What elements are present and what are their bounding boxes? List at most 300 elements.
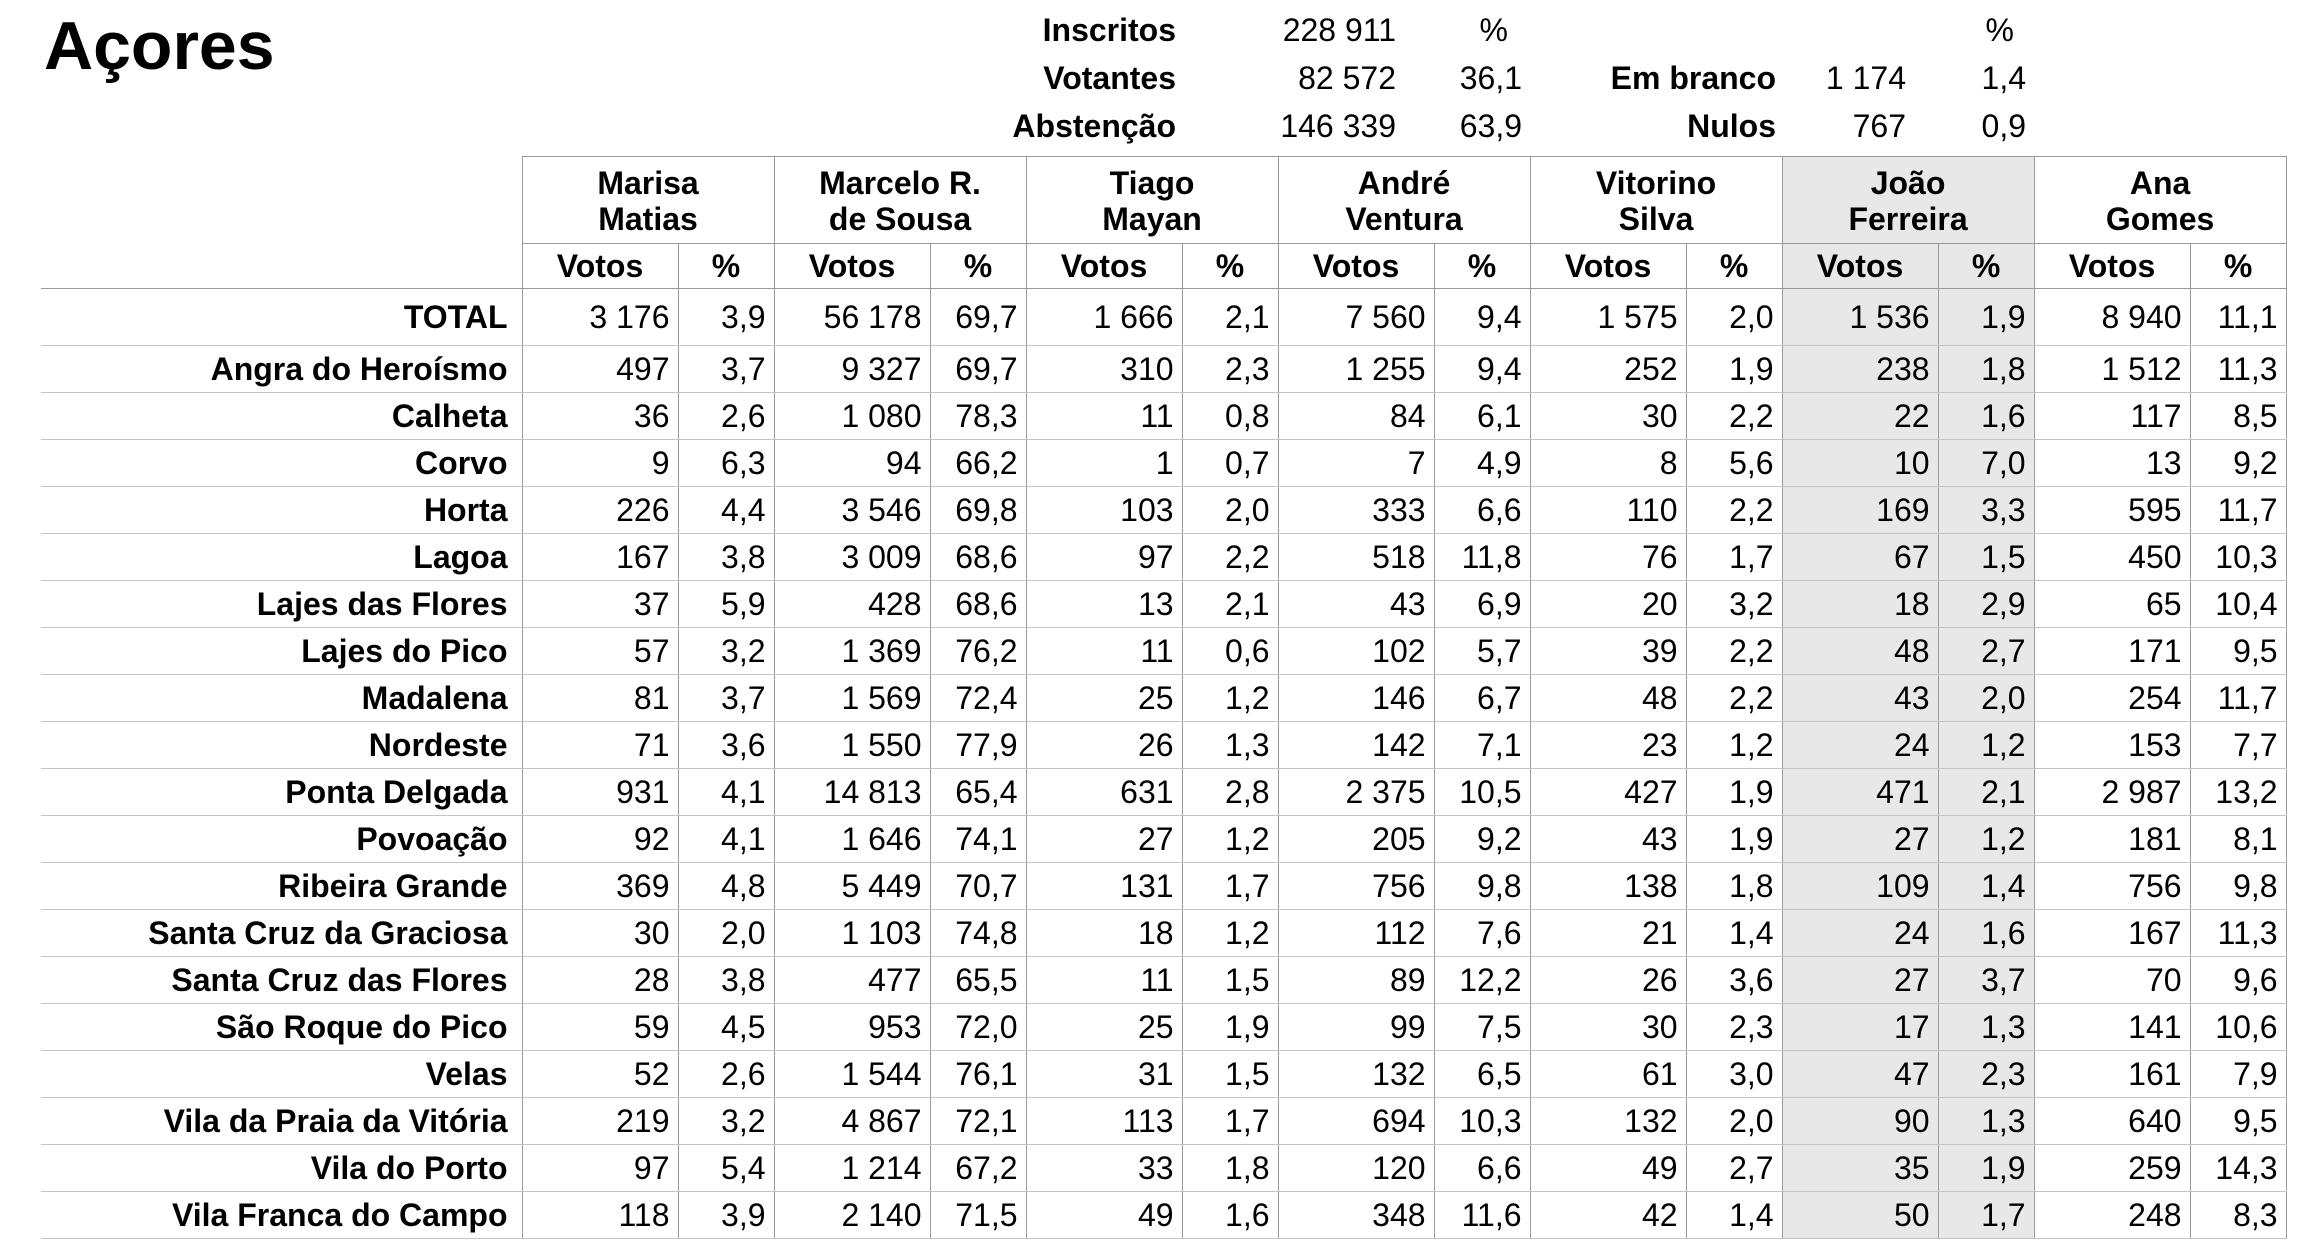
votes-cell: 18 (1026, 910, 1182, 957)
pct-cell: 9,5 (2190, 628, 2286, 675)
votes-cell: 2 140 (774, 1192, 930, 1239)
votes-cell: 43 (1530, 816, 1686, 863)
votes-cell: 11 (1026, 628, 1182, 675)
votes-cell: 132 (1278, 1051, 1434, 1098)
pct-cell: 11,3 (2190, 346, 2286, 393)
pct-cell: 12,2 (1434, 957, 1530, 1004)
pct-cell: 6,1 (1434, 393, 1530, 440)
pct-cell: 2,7 (1686, 1145, 1782, 1192)
abstencao-pct: 63,9 (1459, 108, 1522, 144)
municipality-name: Madalena (41, 675, 522, 722)
votes-cell: 103 (1026, 487, 1182, 534)
pct-cell: 5,4 (678, 1145, 774, 1192)
votes-cell: 67 (1782, 534, 1938, 581)
pct-cell: 2,2 (1686, 487, 1782, 534)
candidate-name-line2: Matias (598, 201, 698, 237)
pct-cell: 7,5 (1434, 1004, 1530, 1051)
inscritos-value: 228 911 (1282, 12, 1396, 48)
votes-cell: 1 512 (2034, 346, 2190, 393)
votes-cell: 1 550 (774, 722, 930, 769)
pct-cell: 9,8 (2190, 863, 2286, 910)
votes-subheader: Votos (2034, 244, 2190, 289)
table-row (41, 393, 2286, 440)
em-branco-value: 1 174 (1825, 60, 1906, 96)
results-body (41, 289, 2286, 1239)
pct-cell: 7,7 (2190, 722, 2286, 769)
pct-cell: 2,7 (1938, 628, 2034, 675)
pct-cell: 2,1 (1938, 769, 2034, 816)
table-row (41, 863, 2286, 910)
table-row (41, 440, 2286, 487)
pct-cell: 1,8 (1182, 1145, 1278, 1192)
pct-cell: 3,8 (678, 957, 774, 1004)
pct-cell: 1,4 (1686, 910, 1782, 957)
pct-cell: 11,3 (2190, 910, 2286, 957)
votes-cell: 23 (1530, 722, 1686, 769)
votantes-pct: 36,1 (1459, 60, 1522, 96)
votes-cell: 92 (522, 816, 678, 863)
pct-cell: 1,2 (1182, 910, 1278, 957)
table-row (41, 910, 2286, 957)
votes-cell: 931 (522, 769, 678, 816)
candidate-name-line2: Silva (1618, 201, 1694, 237)
votes-cell: 113 (1026, 1098, 1182, 1145)
pct-subheader: % (930, 244, 1026, 289)
pct-cell: 3,7 (678, 675, 774, 722)
votes-cell: 24 (1782, 910, 1938, 957)
pct-cell: 1,8 (1686, 863, 1782, 910)
pct-subheader: % (1938, 244, 2034, 289)
votes-cell: 17 (1782, 1004, 1938, 1051)
votes-cell: 7 (1278, 440, 1434, 487)
pct-cell: 76,2 (930, 628, 1026, 675)
votes-cell: 171 (2034, 628, 2190, 675)
pct-cell: 8,5 (2190, 393, 2286, 440)
pct-cell: 6,7 (1434, 675, 1530, 722)
votes-cell: 10 (1782, 440, 1938, 487)
votes-cell: 1 536 (1782, 289, 1938, 346)
votes-cell: 953 (774, 1004, 930, 1051)
votes-cell: 1 214 (774, 1145, 930, 1192)
pct-cell: 2,1 (1182, 289, 1278, 346)
municipality-name: Lajes das Flores (41, 581, 522, 628)
municipality-name: Ponta Delgada (41, 769, 522, 816)
table-row (41, 1051, 2286, 1098)
table-row (41, 534, 2286, 581)
pct-cell: 1,3 (1938, 1098, 2034, 1145)
pct-cell: 9,8 (1434, 863, 1530, 910)
subheader-blank (41, 244, 522, 289)
pct-cell: 3,8 (678, 534, 774, 581)
votes-cell: 11 (1026, 957, 1182, 1004)
nulos-pct: 0,9 (1981, 108, 2026, 144)
pct-cell: 68,6 (930, 534, 1026, 581)
pct-cell: 11,7 (2190, 675, 2286, 722)
candidate-name-line1: Ana (2129, 165, 2191, 201)
votes-cell: 28 (522, 957, 678, 1004)
table-row (41, 628, 2286, 675)
pct-cell: 2,3 (1182, 346, 1278, 393)
votes-cell: 1 103 (774, 910, 930, 957)
pct-cell: 11,1 (2190, 289, 2286, 346)
votes-cell: 169 (1782, 487, 1938, 534)
pct-cell: 7,0 (1938, 440, 2034, 487)
votes-cell: 205 (1278, 816, 1434, 863)
votes-cell: 97 (522, 1145, 678, 1192)
votes-cell: 640 (2034, 1098, 2190, 1145)
pct-cell: 2,0 (1686, 1098, 1782, 1145)
votes-cell: 27 (1782, 816, 1938, 863)
votes-cell: 90 (1782, 1098, 1938, 1145)
pct-cell: 2,2 (1686, 393, 1782, 440)
pct-subheader: % (678, 244, 774, 289)
votes-cell: 226 (522, 487, 678, 534)
pct-cell: 1,7 (1182, 863, 1278, 910)
pct-cell: 1,2 (1938, 816, 2034, 863)
candidate-name-line2: Ferreira (1848, 201, 1968, 237)
votes-cell: 348 (1278, 1192, 1434, 1239)
pct-cell: 6,9 (1434, 581, 1530, 628)
pct-cell: 4,4 (678, 487, 774, 534)
pct-cell: 2,0 (678, 910, 774, 957)
municipality-name: Velas (41, 1051, 522, 1098)
pct-cell: 3,2 (678, 628, 774, 675)
pct-subheader: % (1182, 244, 1278, 289)
votes-cell: 161 (2034, 1051, 2190, 1098)
pct-cell: 0,7 (1182, 440, 1278, 487)
votes-cell: 497 (522, 346, 678, 393)
votantes-label: Votantes (1043, 60, 1176, 96)
votes-cell: 30 (1530, 393, 1686, 440)
table-row (41, 675, 2286, 722)
pct-cell: 0,8 (1182, 393, 1278, 440)
region-title: Açores (44, 8, 275, 84)
votes-cell: 8 940 (2034, 289, 2190, 346)
pct-cell: 1,5 (1938, 534, 2034, 581)
candidate-name-line2: de Sousa (828, 201, 972, 237)
table-row (41, 816, 2286, 863)
votes-cell: 595 (2034, 487, 2190, 534)
votes-cell: 11 (1026, 393, 1182, 440)
votes-cell: 2 987 (2034, 769, 2190, 816)
votes-cell: 18 (1782, 581, 1938, 628)
pct-cell: 1,3 (1182, 722, 1278, 769)
pct-cell: 14,3 (2190, 1145, 2286, 1192)
pct-cell: 7,6 (1434, 910, 1530, 957)
pct-cell: 71,5 (930, 1192, 1026, 1239)
pct-cell: 77,9 (930, 722, 1026, 769)
votes-cell: 252 (1530, 346, 1686, 393)
pct-cell: 11,8 (1434, 534, 1530, 581)
pct-cell: 3,6 (678, 722, 774, 769)
pct-cell: 13,2 (2190, 769, 2286, 816)
pct-cell: 9,4 (1434, 346, 1530, 393)
pct-cell: 9,2 (1434, 816, 1530, 863)
pct-cell: 10,6 (2190, 1004, 2286, 1051)
votes-cell: 99 (1278, 1004, 1434, 1051)
candidate-header-row (41, 157, 2286, 244)
pct-cell: 2,3 (1938, 1051, 2034, 1098)
votes-cell: 42 (1530, 1192, 1686, 1239)
votes-cell: 3 176 (522, 289, 678, 346)
votes-cell: 30 (1530, 1004, 1686, 1051)
votes-cell: 27 (1026, 816, 1182, 863)
municipality-name: Nordeste (41, 722, 522, 769)
candidate-header (1530, 157, 1782, 244)
votes-cell: 3 009 (774, 534, 930, 581)
pct-cell: 2,1 (1182, 581, 1278, 628)
municipality-name: Corvo (41, 440, 522, 487)
votes-cell: 120 (1278, 1145, 1434, 1192)
pct-cell: 1,7 (1686, 534, 1782, 581)
pct-cell: 1,4 (1938, 863, 2034, 910)
votes-cell: 25 (1026, 675, 1182, 722)
pct-cell: 3,9 (678, 289, 774, 346)
votes-cell: 7 560 (1278, 289, 1434, 346)
votes-cell: 477 (774, 957, 930, 1004)
pct-cell: 72,0 (930, 1004, 1026, 1051)
pct-cell: 3,3 (1938, 487, 2034, 534)
municipality-name: Povoação (41, 816, 522, 863)
votantes-value: 82 572 (1298, 60, 1396, 96)
municipality-name: São Roque do Pico (41, 1004, 522, 1051)
candidate-name-line2: Gomes (2105, 201, 2215, 237)
pct-cell: 1,9 (1686, 769, 1782, 816)
votes-cell: 26 (1530, 957, 1686, 1004)
votes-cell: 2 375 (1278, 769, 1434, 816)
municipality-name: Lagoa (41, 534, 522, 581)
votes-cell: 1 544 (774, 1051, 930, 1098)
pct-subheader: % (1686, 244, 1782, 289)
votes-cell: 369 (522, 863, 678, 910)
votes-cell: 141 (2034, 1004, 2190, 1051)
candidate-name-line1: André (1357, 165, 1451, 201)
votes-cell: 153 (2034, 722, 2190, 769)
table-row (41, 581, 2286, 628)
pct-cell: 6,6 (1434, 1145, 1530, 1192)
pct-cell: 74,1 (930, 816, 1026, 863)
pct-cell: 3,9 (678, 1192, 774, 1239)
votes-cell: 1 569 (774, 675, 930, 722)
pct-cell: 3,2 (678, 1098, 774, 1145)
votes-cell: 84 (1278, 393, 1434, 440)
votes-cell: 26 (1026, 722, 1182, 769)
pct-cell: 76,1 (930, 1051, 1026, 1098)
votes-cell: 238 (1782, 346, 1938, 393)
pct-cell: 2,2 (1686, 675, 1782, 722)
pct-cell: 5,9 (678, 581, 774, 628)
pct-cell: 1,9 (1182, 1004, 1278, 1051)
pct-cell: 2,0 (1938, 675, 2034, 722)
votes-subheader: Votos (1278, 244, 1434, 289)
votes-cell: 146 (1278, 675, 1434, 722)
votes-cell: 333 (1278, 487, 1434, 534)
votes-cell: 1 666 (1026, 289, 1182, 346)
votes-cell: 471 (1782, 769, 1938, 816)
municipality-name: Calheta (41, 393, 522, 440)
votes-cell: 756 (1278, 863, 1434, 910)
table-row (41, 769, 2286, 816)
votes-cell: 518 (1278, 534, 1434, 581)
inscritos-label: Inscritos (1042, 12, 1176, 48)
candidate-header (1026, 157, 1278, 244)
pct-cell: 3,0 (1686, 1051, 1782, 1098)
votes-cell: 4 867 (774, 1098, 930, 1145)
votes-cell: 259 (2034, 1145, 2190, 1192)
pct-cell: 69,7 (930, 289, 1026, 346)
municipality-name: Horta (41, 487, 522, 534)
pct-cell: 1,3 (1938, 1004, 2034, 1051)
votes-cell: 65 (2034, 581, 2190, 628)
votes-subheader: Votos (1026, 244, 1182, 289)
pct-cell: 4,8 (678, 863, 774, 910)
candidate-header (2034, 157, 2286, 244)
votes-cell: 81 (522, 675, 678, 722)
pct-cell: 78,3 (930, 393, 1026, 440)
votes-cell: 89 (1278, 957, 1434, 1004)
pct-cell: 1,9 (1686, 816, 1782, 863)
pct-cell: 1,9 (1938, 1145, 2034, 1192)
pct-cell: 11,7 (2190, 487, 2286, 534)
votes-cell: 8 (1530, 440, 1686, 487)
votes-cell: 20 (1530, 581, 1686, 628)
votes-cell: 76 (1530, 534, 1686, 581)
pct-cell: 6,5 (1434, 1051, 1530, 1098)
results-table (41, 156, 2287, 1239)
pct-cell: 72,4 (930, 675, 1026, 722)
candidate-header (522, 157, 774, 244)
pct-cell: 2,8 (1182, 769, 1278, 816)
municipality-name: Santa Cruz das Flores (41, 957, 522, 1004)
pct-cell: 7,9 (2190, 1051, 2286, 1098)
votes-subheader: Votos (522, 244, 678, 289)
pct-cell: 1,7 (1182, 1098, 1278, 1145)
votes-cell: 142 (1278, 722, 1434, 769)
votes-cell: 61 (1530, 1051, 1686, 1098)
candidate-name-line1: João (1870, 165, 1946, 201)
votes-cell: 138 (1530, 863, 1686, 910)
municipality-name: Vila do Porto (41, 1145, 522, 1192)
votes-cell: 9 (522, 440, 678, 487)
votes-cell: 1 080 (774, 393, 930, 440)
pct-cell: 1,2 (1182, 675, 1278, 722)
votes-cell: 117 (2034, 393, 2190, 440)
votes-cell: 48 (1530, 675, 1686, 722)
pct-cell: 0,6 (1182, 628, 1278, 675)
votes-cell: 132 (1530, 1098, 1686, 1145)
votes-cell: 24 (1782, 722, 1938, 769)
votes-cell: 1 575 (1530, 289, 1686, 346)
pct-cell: 3,7 (1938, 957, 2034, 1004)
pct-cell: 65,4 (930, 769, 1026, 816)
pct-cell: 1,2 (1182, 816, 1278, 863)
votes-cell: 27 (1782, 957, 1938, 1004)
pct-cell: 10,3 (1434, 1098, 1530, 1145)
pct-header-left: % (1479, 12, 1508, 48)
municipality-name: Vila da Praia da Vitória (41, 1098, 522, 1145)
pct-cell: 4,1 (678, 816, 774, 863)
candidate-name-line2: Ventura (1345, 201, 1463, 237)
pct-cell: 9,4 (1434, 289, 1530, 346)
pct-cell: 1,9 (1686, 346, 1782, 393)
pct-cell: 72,1 (930, 1098, 1026, 1145)
pct-cell: 1,5 (1182, 1051, 1278, 1098)
total-row (41, 289, 2286, 346)
votes-cell: 57 (522, 628, 678, 675)
pct-cell: 7,1 (1434, 722, 1530, 769)
pct-cell: 1,7 (1938, 1192, 2034, 1239)
pct-cell: 2,6 (678, 393, 774, 440)
pct-cell: 1,2 (1686, 722, 1782, 769)
votes-cell: 33 (1026, 1145, 1182, 1192)
candidate-name-line1: Marisa (597, 165, 699, 201)
pct-cell: 8,3 (2190, 1192, 2286, 1239)
abstencao-label: Abstenção (1012, 108, 1176, 144)
votes-cell: 43 (1782, 675, 1938, 722)
sub-header-row (41, 244, 2286, 289)
votes-cell: 49 (1026, 1192, 1182, 1239)
pct-cell: 1,6 (1938, 910, 2034, 957)
table-row (41, 1192, 2286, 1239)
votes-cell: 167 (2034, 910, 2190, 957)
votes-cell: 97 (1026, 534, 1182, 581)
votes-cell: 102 (1278, 628, 1434, 675)
em-branco-label: Em branco (1610, 60, 1776, 96)
municipality-name: Lajes do Pico (41, 628, 522, 675)
pct-cell: 3,6 (1686, 957, 1782, 1004)
votes-cell: 694 (1278, 1098, 1434, 1145)
pct-cell: 69,8 (930, 487, 1026, 534)
votes-cell: 71 (522, 722, 678, 769)
pct-cell: 2,3 (1686, 1004, 1782, 1051)
votes-cell: 254 (2034, 675, 2190, 722)
pct-cell: 1,9 (1938, 289, 2034, 346)
candidate-header (1278, 157, 1530, 244)
pct-cell: 4,1 (678, 769, 774, 816)
pct-cell: 10,5 (1434, 769, 1530, 816)
votes-cell: 43 (1278, 581, 1434, 628)
pct-subheader: % (1434, 244, 1530, 289)
candidate-name-line1: Tiago (1109, 165, 1195, 201)
votes-cell: 9 327 (774, 346, 930, 393)
votes-cell: 248 (2034, 1192, 2190, 1239)
pct-cell: 8,1 (2190, 816, 2286, 863)
votes-cell: 39 (1530, 628, 1686, 675)
pct-cell: 74,8 (930, 910, 1026, 957)
pct-cell: 1,2 (1938, 722, 2034, 769)
pct-cell: 1,6 (1182, 1192, 1278, 1239)
votes-cell: 21 (1530, 910, 1686, 957)
pct-cell: 9,6 (2190, 957, 2286, 1004)
votes-cell: 56 178 (774, 289, 930, 346)
votes-cell: 450 (2034, 534, 2190, 581)
pct-cell: 6,3 (678, 440, 774, 487)
pct-cell: 3,7 (678, 346, 774, 393)
votes-cell: 5 449 (774, 863, 930, 910)
table-row (41, 346, 2286, 393)
votes-cell: 112 (1278, 910, 1434, 957)
votes-cell: 48 (1782, 628, 1938, 675)
votes-subheader: Votos (1782, 244, 1938, 289)
pct-cell: 69,7 (930, 346, 1026, 393)
pct-cell: 2,6 (678, 1051, 774, 1098)
municipality-name: Santa Cruz da Graciosa (41, 910, 522, 957)
pct-cell: 9,5 (2190, 1098, 2286, 1145)
votes-cell: 14 813 (774, 769, 930, 816)
votes-cell: 59 (522, 1004, 678, 1051)
pct-header-right: % (1985, 12, 2014, 48)
municipality-name: TOTAL (41, 289, 522, 346)
